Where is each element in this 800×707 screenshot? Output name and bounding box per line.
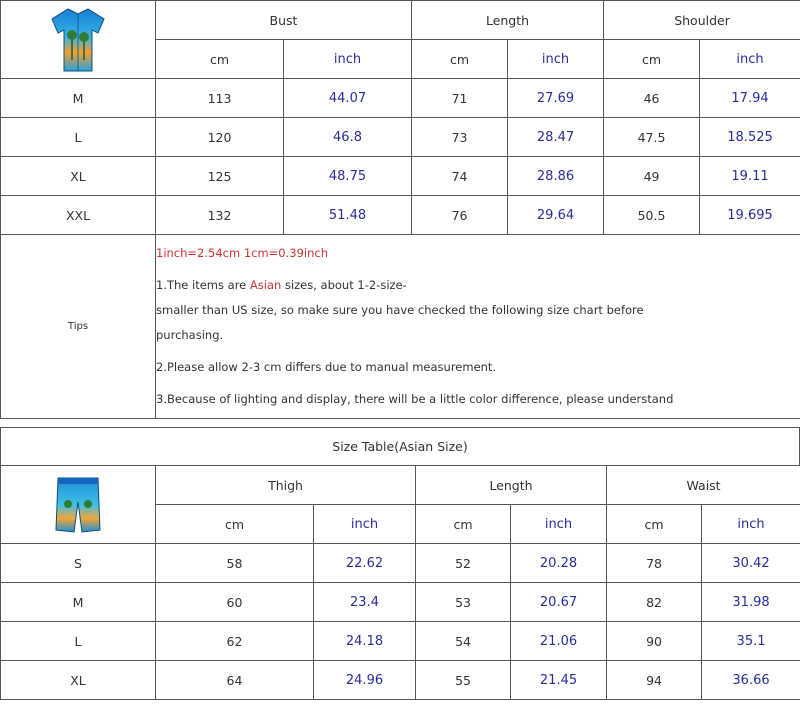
- bust-cm: 120: [156, 118, 284, 157]
- size-label: M: [1, 583, 156, 622]
- thigh-inch: 24.18: [314, 622, 416, 661]
- bust-inch: 48.75: [284, 157, 412, 196]
- length-header: Length: [416, 466, 607, 505]
- waist-cm: 82: [607, 583, 702, 622]
- unit-inch: inch: [314, 505, 416, 544]
- shirt-thumbnail-cell: [1, 1, 156, 79]
- waist-inch: 31.98: [702, 583, 800, 622]
- length-inch: 28.47: [508, 118, 604, 157]
- length-cm: 53: [416, 583, 511, 622]
- length-cm: 74: [412, 157, 508, 196]
- unit-cm: cm: [416, 505, 511, 544]
- table-row: [1, 118, 800, 157]
- thigh-inch: 23.4: [314, 583, 416, 622]
- table-row: [1, 622, 800, 661]
- tip-line-5: 3.Because of lighting and display, there will be a little color difference, please understand: [156, 392, 674, 406]
- size-label: XL: [1, 661, 156, 700]
- thigh-cm: 60: [156, 583, 314, 622]
- length-header: Length: [412, 1, 604, 40]
- length-cm: 71: [412, 79, 508, 118]
- length-cm: 52: [416, 544, 511, 583]
- shoulder-cm: 46: [604, 79, 700, 118]
- tip-line-2: smaller than US size, so make sure you have checked the following size chart before: [156, 303, 644, 317]
- swim-shorts-icon: [54, 474, 102, 536]
- shorts-thumbnail-cell: [1, 466, 156, 544]
- shoulder-inch: 17.94: [700, 79, 800, 118]
- bust-inch: 44.07: [284, 79, 412, 118]
- size-label: S: [1, 544, 156, 583]
- table-row: [1, 661, 800, 700]
- shoulder-cm: 50.5: [604, 196, 700, 235]
- length-inch: 27.69: [508, 79, 604, 118]
- thigh-cm: 58: [156, 544, 314, 583]
- tip-line-3: purchasing.: [156, 328, 224, 342]
- waist-cm: 78: [607, 544, 702, 583]
- shoulder-inch: 19.11: [700, 157, 800, 196]
- table-row: [1, 544, 800, 583]
- length-cm: 73: [412, 118, 508, 157]
- bust-cm: 132: [156, 196, 284, 235]
- tip-text: 1.The items are: [156, 278, 250, 292]
- size-label: XL: [1, 157, 156, 196]
- length-cm: 55: [416, 661, 511, 700]
- thigh-inch: 22.62: [314, 544, 416, 583]
- bust-header: Bust: [156, 1, 412, 40]
- conversion-note: 1inch=2.54cm 1cm=0.39inch: [156, 246, 329, 260]
- shoulder-inch: 18.525: [700, 118, 800, 157]
- table-row: [1, 583, 800, 622]
- unit-cm: cm: [412, 40, 508, 79]
- shorts-size-table: [0, 465, 800, 700]
- unit-cm: cm: [156, 505, 314, 544]
- hawaiian-shirt-icon: [50, 5, 106, 75]
- thigh-header: Thigh: [156, 466, 416, 505]
- length-cm: 54: [416, 622, 511, 661]
- unit-inch: inch: [700, 40, 800, 79]
- unit-inch: inch: [702, 505, 800, 544]
- size-table-title: Size Table(Asian Size): [1, 428, 800, 466]
- tip-text: sizes, about 1-2-size-: [281, 278, 407, 292]
- tips-row: [1, 235, 800, 419]
- tips-label: Tips: [1, 235, 156, 419]
- waist-cm: 94: [607, 661, 702, 700]
- thigh-cm: 64: [156, 661, 314, 700]
- length-inch: 29.64: [508, 196, 604, 235]
- bust-cm: 113: [156, 79, 284, 118]
- size-label: L: [1, 622, 156, 661]
- shoulder-header: Shoulder: [604, 1, 800, 40]
- table-row: [1, 196, 800, 235]
- waist-inch: 30.42: [702, 544, 800, 583]
- unit-inch: inch: [508, 40, 604, 79]
- waist-inch: 36.66: [702, 661, 800, 700]
- tips-content: [156, 235, 800, 419]
- unit-inch: inch: [511, 505, 607, 544]
- unit-inch: inch: [284, 40, 412, 79]
- length-cm: 76: [412, 196, 508, 235]
- asian-highlight: Asian: [249, 278, 282, 292]
- unit-cm: cm: [604, 40, 700, 79]
- size-label: M: [1, 79, 156, 118]
- length-inch: 21.06: [511, 622, 607, 661]
- thigh-inch: 24.96: [314, 661, 416, 700]
- table-row: [1, 157, 800, 196]
- waist-cm: 90: [607, 622, 702, 661]
- size-label: L: [1, 118, 156, 157]
- length-inch: 20.67: [511, 583, 607, 622]
- shoulder-cm: 49: [604, 157, 700, 196]
- tip-line-4: 2.Please allow 2-3 cm differs due to manual measurement.: [156, 360, 497, 374]
- shoulder-inch: 19.695: [700, 196, 800, 235]
- unit-cm: cm: [607, 505, 702, 544]
- thigh-cm: 62: [156, 622, 314, 661]
- length-inch: 28.86: [508, 157, 604, 196]
- waist-inch: 35.1: [702, 622, 800, 661]
- bust-inch: 51.48: [284, 196, 412, 235]
- size-table-title-bar: [0, 427, 800, 466]
- shoulder-cm: 47.5: [604, 118, 700, 157]
- size-label: XXL: [1, 196, 156, 235]
- waist-header: Waist: [607, 466, 800, 505]
- length-inch: 21.45: [511, 661, 607, 700]
- table-row: [1, 79, 800, 118]
- bust-cm: 125: [156, 157, 284, 196]
- length-inch: 20.28: [511, 544, 607, 583]
- bust-inch: 46.8: [284, 118, 412, 157]
- tip-line-1: [156, 273, 800, 298]
- unit-cm: cm: [156, 40, 284, 79]
